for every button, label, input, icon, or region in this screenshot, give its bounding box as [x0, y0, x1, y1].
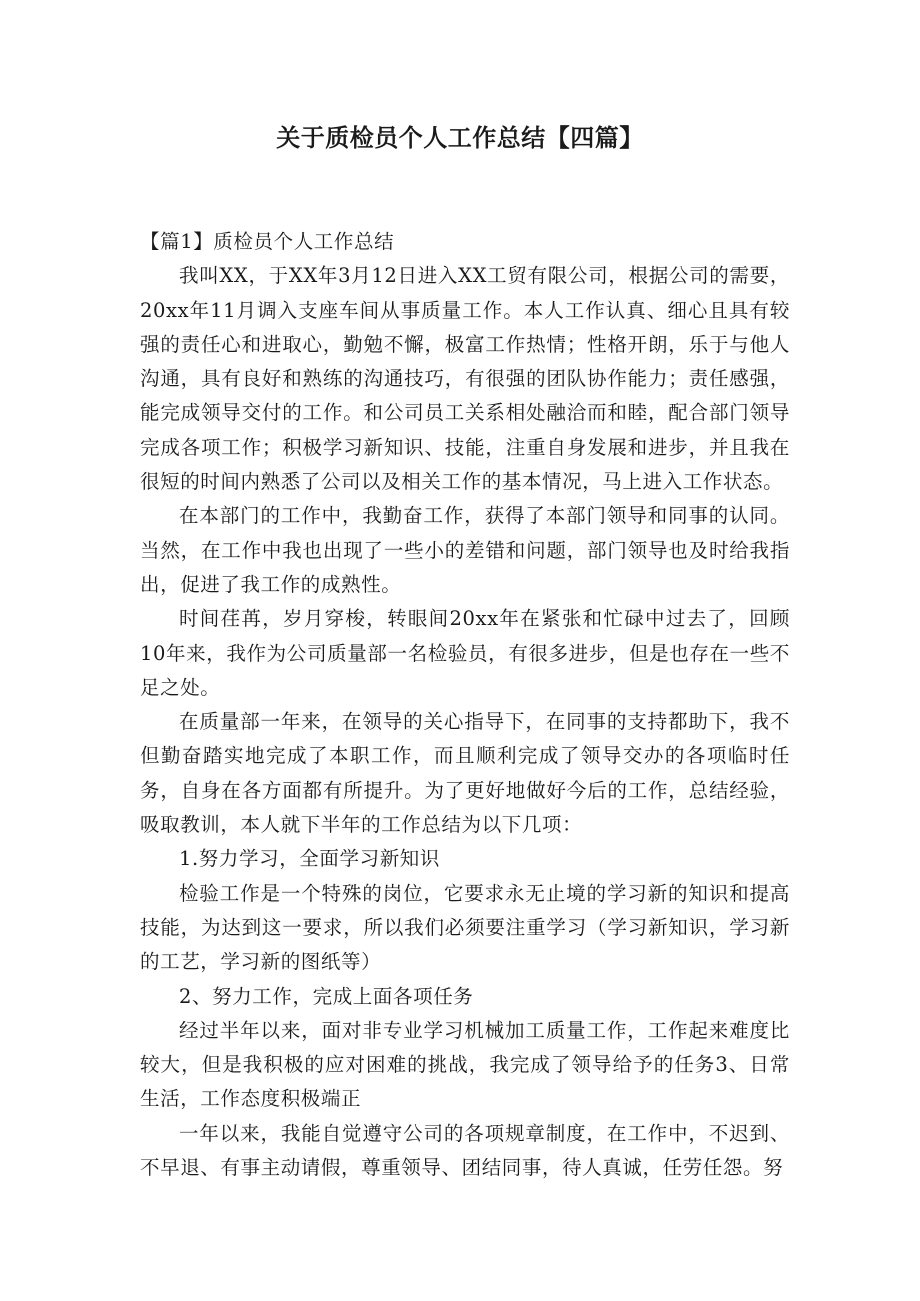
section-heading: 【篇1】质检员个人工作总结 [140, 230, 395, 253]
paragraph-department: 在本部门的工作中，我勤奋工作，获得了本部门领导和同事的认同。当然，在工作中我也出现了一些小的差错和问题，部门领导也及时给我指出，促进了我工作的成熟性。 [140, 504, 790, 596]
paragraph-work: 经过半年以来，面对非专业学习机械加工质量工作，工作起来难度比较大，但是我积极的应对困难的挑战，我完成了领导给予的任务3、日常生活，工作态度积极端正 [140, 1018, 790, 1111]
paragraph-discipline: 一年以来，我能自觉遵守公司的各项规章制度，在工作中，不迟到、不早退、有事主动请假，尊重领导、团结同事，待人真诚，任劳任怨。努 [140, 1121, 790, 1180]
paragraph-year-summary: 在质量部一年来，在领导的关心指导下，在同事的支持都助下，我不但勤奋踏实地完成了本职工作，而且顺利完成了领导交办的各项临时任务，自身在各方面都有所提升。为了更好地做好今后的工作，总结经验，吸取教训，本人就下半年的工作总结为以下几项： [140, 710, 790, 837]
list-item-work: 2、努力工作，完成上面各项任务 [179, 984, 474, 1008]
document-body [140, 225, 790, 1185]
paragraph-study: 检验工作是一个特殊的岗位，它要求永无止境的学习新的知识和提高技能，为达到这一要求，所以我们必须要注重学习（学习新知识，学习新的工艺，学习新的图纸等） [140, 881, 790, 974]
document-title: 关于质检员个人工作总结【四篇】 [276, 124, 644, 152]
list-item-study: 1.努力学习，全面学习新知识 [179, 847, 441, 871]
paragraph-review: 时间荏苒，岁月穿梭，转眼间20xx年在紧张和忙碌中过去了，回顾10年来，我作为公司质量部一名检验员，有很多进步，但是也存在一些不足之处。 [140, 607, 790, 699]
paragraph-intro: 我叫XX，于XX年3月12日进入XX工贸有限公司，根据公司的需要，20xx年11月调入支座车间从事质量工作。本人工作认真、细心且具有较强的责任心和进取心，勤勉不懈，极富工作热情；性格开朗，乐于与他人沟通，具有良好和熟练的沟通技巧，有很强的团队协作能力；责任感强，能完成领导交付的工作。和公司员工关系相处融洽而和睦，配合部门领导完成各项工作；积极学习新知识、技能，注重自身发展和进步，并且我在很短的时间内熟悉了公司以及相关工作的基本情况，马上进入工作状态。 [140, 264, 790, 494]
